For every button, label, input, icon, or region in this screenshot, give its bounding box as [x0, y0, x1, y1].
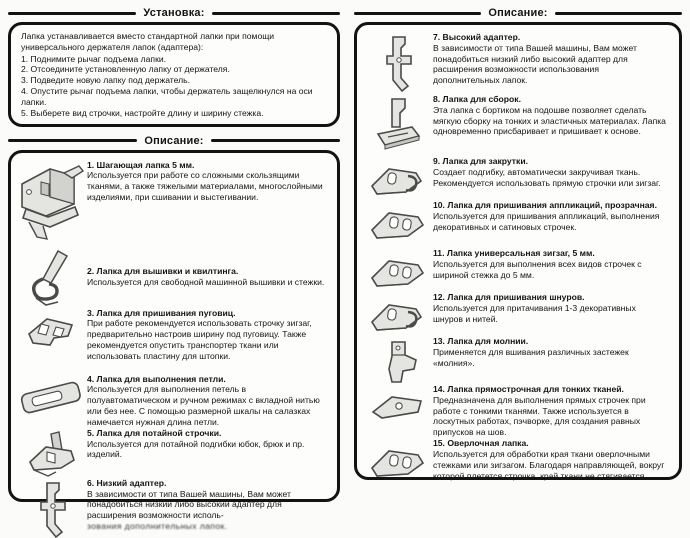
foot-title: 14. Лапка прямострочная для тонких тканей.: [433, 384, 624, 394]
foot-title: 5. Лапка для потайной строчки.: [87, 427, 222, 438]
blind-hem-foot-icon: [15, 428, 87, 478]
foot-description-item: [361, 248, 673, 292]
cording-foot-icon: [361, 292, 433, 336]
foot-description-item: [361, 200, 673, 248]
foot-title: 1. Шагающая лапка 5 мм.: [87, 159, 195, 170]
foot-body: Используется для притачивания 1-3 декоративных шнуров и нитей.: [433, 302, 636, 324]
foot-body: Создает подгибку, автоматически закручивая ткань. Рекомендуется использовать прямую строчки или зигзаг.: [433, 166, 661, 188]
right-description-header-label: Описание:: [488, 7, 548, 19]
embroidery-foot-icon: [15, 246, 87, 308]
foot-description-item: [15, 374, 331, 428]
install-header-label: Установка:: [143, 7, 205, 19]
straight-stitch-foot-icon: [361, 384, 433, 422]
buttonhole-foot-icon: [15, 374, 87, 418]
foot-description-item: [15, 308, 331, 374]
install-step: 5. Выберете вид строчки, настройте длину и ширину стежка.: [21, 107, 264, 118]
zipper-foot-icon: [361, 336, 433, 384]
foot-description-item: [15, 428, 331, 478]
header-rule-left: [8, 12, 136, 15]
foot-description-item: [361, 438, 673, 482]
blurred-text: зования дополнительных лапок.: [87, 521, 228, 532]
header-rule-right: [212, 12, 340, 15]
overlock-foot-icon: [361, 438, 433, 482]
foot-body: Эта лапка с бортиком на подошве позволяет сделать мягкую сборку на тонких и эластичных материалах. Лапка одновременно присбаривает и пришивает к основе.: [433, 104, 666, 137]
header-rule-left: [354, 12, 481, 15]
foot-title: 3. Лапка для пришивания пуговиц.: [87, 307, 236, 318]
install-step: 2. Отсоедините установленную лапку от держателя.: [21, 64, 230, 75]
foot-description-item: [15, 246, 331, 308]
foot-description-item: [15, 478, 331, 538]
foot-body: В зависимости от типа Вашей машины, Вам может понадобиться низкий либо высокий адаптер для расширения возможности исполь- зования дополнительных лапок.: [87, 489, 325, 532]
left-description-header: [8, 134, 340, 148]
foot-title: 10. Лапка для пришивания аппликаций, прозрачная.: [433, 200, 657, 210]
zigzag-foot-icon: [361, 248, 433, 292]
install-header: [8, 6, 340, 20]
foot-title: 8. Лапка для сборок.: [433, 94, 521, 104]
low-adapter-icon: [15, 478, 87, 538]
foot-description-item: [361, 94, 673, 156]
foot-body: Используется для пришивания аппликаций, выполнения декоративных и сатиновых строчек.: [433, 210, 660, 232]
foot-body: Используется при работе со сложными скользящими тканями, а также тяжелыми материалами, многослойными изделиями, при сшивании и выстегивании.: [87, 170, 323, 203]
foot-body: При работе рекомендуется использовать строчку зигзаг, предварительно настроив ширину под пуговицу. Также рекомендуется опустить транспортер ткани или использовать пластину для штопки.: [87, 318, 312, 361]
foot-description-item: [361, 292, 673, 336]
foot-body: В зависимости от типа Вашей машины, Вам может понадобиться низкий либо высокий адаптер для расширения возможности использования дополнительных лапок.: [433, 42, 637, 86]
install-step: 1. Поднимите рычаг подъема лапки.: [21, 53, 167, 64]
install-steps: [21, 54, 327, 119]
foot-body: Применяется для вшивания различных застежек «молния».: [433, 346, 629, 368]
foot-body: Используется для потайной подгибки юбок, брюк и пр. изделий.: [87, 438, 305, 460]
install-step: 4. Опустите рычаг подъема лапки, чтобы держатель защелкнулся на оси лапки.: [21, 86, 313, 107]
button-sewing-foot-icon: [15, 308, 87, 352]
foot-title: 13. Лапка для молнии.: [433, 336, 529, 346]
walking-foot-icon: [15, 160, 87, 242]
high-adapter-icon: [361, 32, 433, 92]
header-rule-left: [8, 139, 137, 142]
left-description-box: [8, 150, 340, 532]
foot-title: 11. Лапка универсальная зигзаг, 5 мм.: [433, 248, 595, 258]
foot-body: Используется для обработки края ткани оверлочными стежками или зигзагом. Благодаря направляющей, вокруг которой плетется строчка, край ткани не стягивается.: [433, 448, 665, 481]
foot-description-item: [361, 156, 673, 200]
install-box: [8, 22, 340, 127]
applique-foot-icon: [361, 200, 433, 244]
foot-title: 15. Оверлочная лапка.: [433, 438, 529, 449]
foot-description-item: [361, 336, 673, 384]
header-rule-right: [211, 139, 340, 142]
gathering-foot-icon: [361, 94, 433, 152]
left-column: [8, 6, 340, 532]
right-column: [354, 6, 682, 479]
install-intro: Лапка устанавливается вместо стандартной лапки при помощи универсального держателя лапок (адаптера):: [21, 31, 275, 52]
foot-title: 7. Высокий адаптер.: [433, 32, 521, 42]
foot-title: 9. Лапка для закрутки.: [433, 156, 528, 166]
install-step: 3. Подведите новую лапку под держатель.: [21, 75, 191, 86]
foot-body: Используется для выполнения петель в полуавтоматическом и ручном режимах с вкладной нитью или без нее. С помощью размерной шкалы на салазках намечается нужная длина петли.: [87, 384, 320, 427]
right-description-box: [354, 22, 682, 480]
foot-body: Предназначена для выполнения прямых строчек при работе с тонкими тканями. Также используется в лоскутных работах, пэчворке, для создания равных припусков на шов.: [433, 394, 646, 438]
foot-description-item: [361, 32, 673, 94]
foot-description-item: [361, 384, 673, 438]
header-rule-right: [555, 12, 682, 15]
rolled-hem-foot-icon: [361, 156, 433, 200]
left-description-header-label: Описание:: [144, 134, 204, 147]
foot-title: 6. Низкий адаптер.: [87, 477, 167, 488]
foot-title: 4. Лапка для выполнения петли.: [87, 373, 226, 384]
foot-body: Используется для выполнения всех видов строчек с шириной стежка до 5 мм.: [433, 258, 642, 280]
foot-body: Используется для свободной машинной вышивки и стежки.: [87, 276, 325, 287]
foot-description-item: [15, 160, 331, 246]
foot-title: 2. Лапка для вышивки и квилтинга.: [87, 265, 239, 276]
right-description-header: [354, 6, 682, 20]
foot-title: 12. Лапка для пришивания шнуров.: [433, 292, 585, 302]
